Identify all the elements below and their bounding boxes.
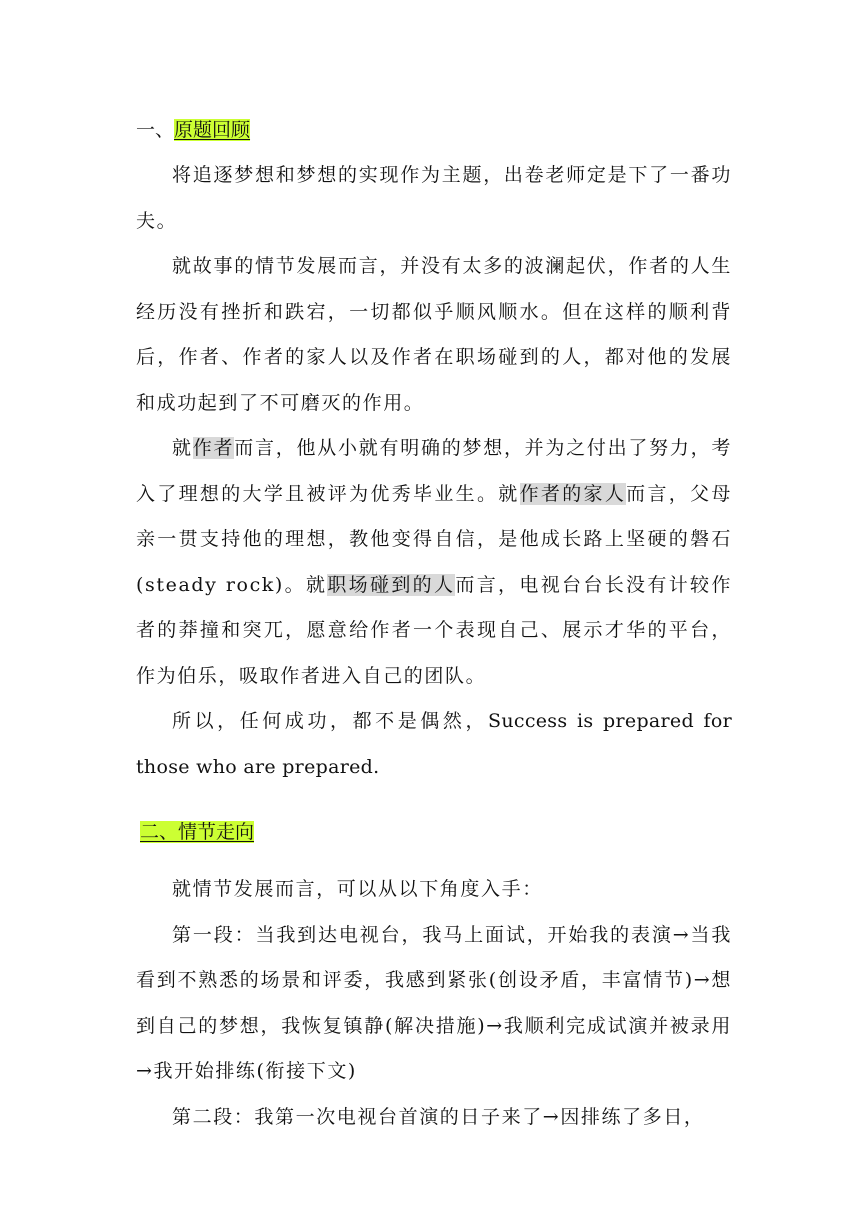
section-number-1: 一、 xyxy=(136,119,175,141)
paragraph: 第一段：当我到达电视台，我马上面试，开始我的表演→当我看到不熟悉的场景和评委，我感到紧张(创设矛盾，丰富情节)→想到自己的梦想，我恢复镇静(解决措施)→我顺利完成试演并被录用→我开始排练(衔接下文) xyxy=(136,923,732,1082)
paragraph: 将追逐梦想和梦想的实现作为主题，出卷老师定是下了一番功夫。 xyxy=(136,164,732,232)
highlight-colleagues: 职场碰到的人 xyxy=(327,573,456,596)
document-page xyxy=(136,108,732,1140)
text-run: 就 xyxy=(172,437,193,459)
section-heading-2 xyxy=(136,810,732,855)
paragraph: 就情节发展而言，可以从以下角度入手： xyxy=(172,878,543,900)
paragraph xyxy=(136,426,732,699)
paragraph: 就故事的情节发展而言，并没有太多的波澜起伏，作者的人生经历没有挫折和跌宕，一切都似乎顺风顺水。但在这样的顺利背后，作者、作者的家人以及作者在职场碰到的人，都对他的发展和成功起到了不可磨灭的作用。 xyxy=(136,255,732,414)
highlight-author: 作者 xyxy=(192,437,235,459)
section-heading-1 xyxy=(136,108,732,153)
text-run: 而言，他从小就有明确的梦想，并为之付出了努力，考入了理想的大学且被评为优秀毕业生。就 xyxy=(136,437,732,505)
text-run: 而言，父母亲一贯支持他的理想，教他变得自信，是他成长路上坚硬的磐石(steady rock)。就 xyxy=(136,482,732,596)
highlight-family: 作者的家人 xyxy=(519,482,627,505)
section-title-1: 原题回顾 xyxy=(174,119,251,141)
section-title-2: 二、情节走向 xyxy=(140,821,255,843)
paragraph: 所以，任何成功，都不是偶然，Success is prepared for those who are prepared. xyxy=(136,710,732,778)
text-run: 而言，电视台台长没有计较作者的莽撞和突兀，愿意给作者一个表现自己、展示才华的平台，作为伯乐，吸取作者进入自己的团队。 xyxy=(136,573,732,687)
paragraph: 第二段：我第一次电视台首演的日子来了→因排练了多日， xyxy=(172,1105,705,1128)
